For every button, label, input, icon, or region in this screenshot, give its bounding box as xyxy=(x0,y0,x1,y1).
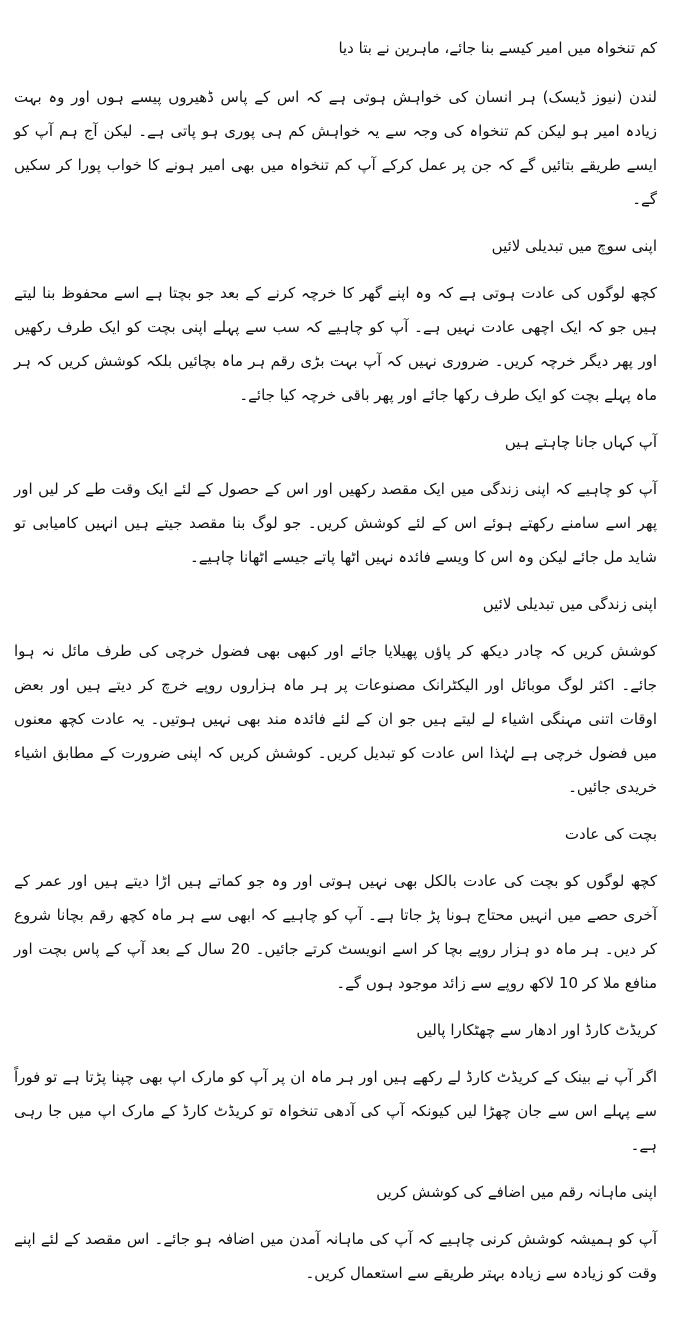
section-heading-goal: آپ کہاں جانا چاہتے ہیں xyxy=(504,433,657,451)
section-body-credit-card: اگر آپ نے بینک کے کریڈٹ کارڈ لے رکھے ہیں اور ہر ماہ ان پر آپ کو مارک اپ بھی چپنا پڑتا ہے تو فوراً سے پہلے اس سے جان چھڑا لیں کیونکہ آپ کی آدھی تنخواہ تو کریڈٹ کارڈ کے مارک اپ میں جا رہی ہے۔ xyxy=(14,1068,657,1154)
section-heading-saving: بچت کی عادت xyxy=(564,825,657,843)
section-body-lifestyle: کوشش کریں کہ چادر دیکھ کر پاؤں پھیلایا جائے اور کبھی بھی فضول خرچی کی طرف مائل نہ ہوا جائے۔ اکثر لوگ موبائل اور الیکٹرانک مصنوعات پر ہر ماہ ہزاروں روپے خرچ کر دیتے ہیں اور بعض اوقات اتنی مہنگی اشیاء لے لیتے ہیں جو ان کے لئے فائدہ مند بھی نہیں ہوتیں۔ یہ عادت کچھ معنوں میں فضول خرچی ہے لہٰذا اس عادت کو تبدیل کریں۔ کوشش کریں کہ اپنی ضرورت کے مطابق اشیاء خریدی جائیں۔ xyxy=(14,642,657,796)
article-title: کم تنخواہ میں امیر کیسے بنا جائے، ماہرین نے بتا دیا xyxy=(338,39,657,57)
section-heading-lifestyle: اپنی زندگی میں تبدیلی لائیں xyxy=(482,595,657,613)
section-body-mindset: کچھ لوگوں کی عادت ہوتی ہے کہ وہ اپنے گھر کا خرچہ کرنے کے بعد جو بچتا ہے اسے محفوظ بنا لیتے ہیں جو کہ ایک اچھی عادت نہیں ہے۔ آپ کو چاہیے کہ سب سے پہلے اپنی بچت کو ایک طرف رکھیں اور پھر دیگر خرچہ کریں۔ ضروری نہیں کہ آپ بہت بڑی رقم ہر ماہ بچائیں بلکہ کوشش کریں کہ ہر ماہ پہلے بچت کو ایک طرف رکھا جائے اور پھر باقی خرچہ کیا جائے۔ xyxy=(14,284,657,404)
section-heading-income: اپنی ماہانہ رقم میں اضافے کی کوشش کریں xyxy=(376,1183,657,1201)
section-body-saving: کچھ لوگوں کو بچت کی عادت بالکل بھی نہیں ہوتی اور وہ جو کماتے ہیں اڑا دیتے ہیں اور عمر کے آخری حصے میں انہیں محتاج ہونا پڑ جاتا ہے۔ آپ کو چاہیے کہ ابھی سے ہر ماہ کچھ رقم بچانا شروع کر دیں۔ ہر ماہ دو ہزار روپے بچا کر اسے انویسٹ کرتے جائیں۔ 20 سال کے بعد آپ کے پاس بچت اور منافع ملا کر 10 لاکھ روپے سے زائد موجود ہوں گے۔ xyxy=(14,872,658,992)
section-body-goal: آپ کو چاہیے کہ اپنی زندگی میں ایک مقصد رکھیں اور اس کے حصول کے لئے ایک وقت طے کر لیں اور پھر اسے سامنے رکھتے ہوئے اس کے لئے کوشش کریں۔ جو لوگ بنا مقصد جیتے ہیں انہیں کامیابی تو شاید مل جائے لیکن وہ اس کا ویسے فائدہ نہیں اٹھا پاتے جیسے اٹھانا چاہیے۔ xyxy=(14,480,657,566)
section-heading-mindset: اپنی سوچ میں تبدیلی لائیں xyxy=(491,237,657,255)
section-body-income: آپ کو ہمیشہ کوشش کرنی چاہیے کہ آپ کی ماہانہ آمدن میں اضافہ ہو جائے۔ اس مقصد کے لئے اپنے وقت کو زیادہ سے زیادہ بہتر طریقے سے استعمال کریں۔ xyxy=(14,1230,657,1282)
intro-paragraph: لندن (نیوز ڈیسک) ہر انسان کی خواہش ہوتی ہے کہ اس کے پاس ڈھیروں پیسے ہوں اور وہ بہت زیادہ امیر ہو لیکن کم تنخواہ کی وجہ سے یہ خواہش کم ہی پوری ہو پاتی ہے۔ لیکن آج ہم آپ کو ایسے طریقے بتائیں گے کہ جن پر عمل کرکے آپ کم تنخواہ میں بھی امیر ہونے کا خواب پورا کر سکیں گے۔ xyxy=(14,88,657,208)
section-heading-credit-card: کریڈٹ کارڈ اور ادھار سے چھٹکارا پالیں xyxy=(416,1021,657,1039)
